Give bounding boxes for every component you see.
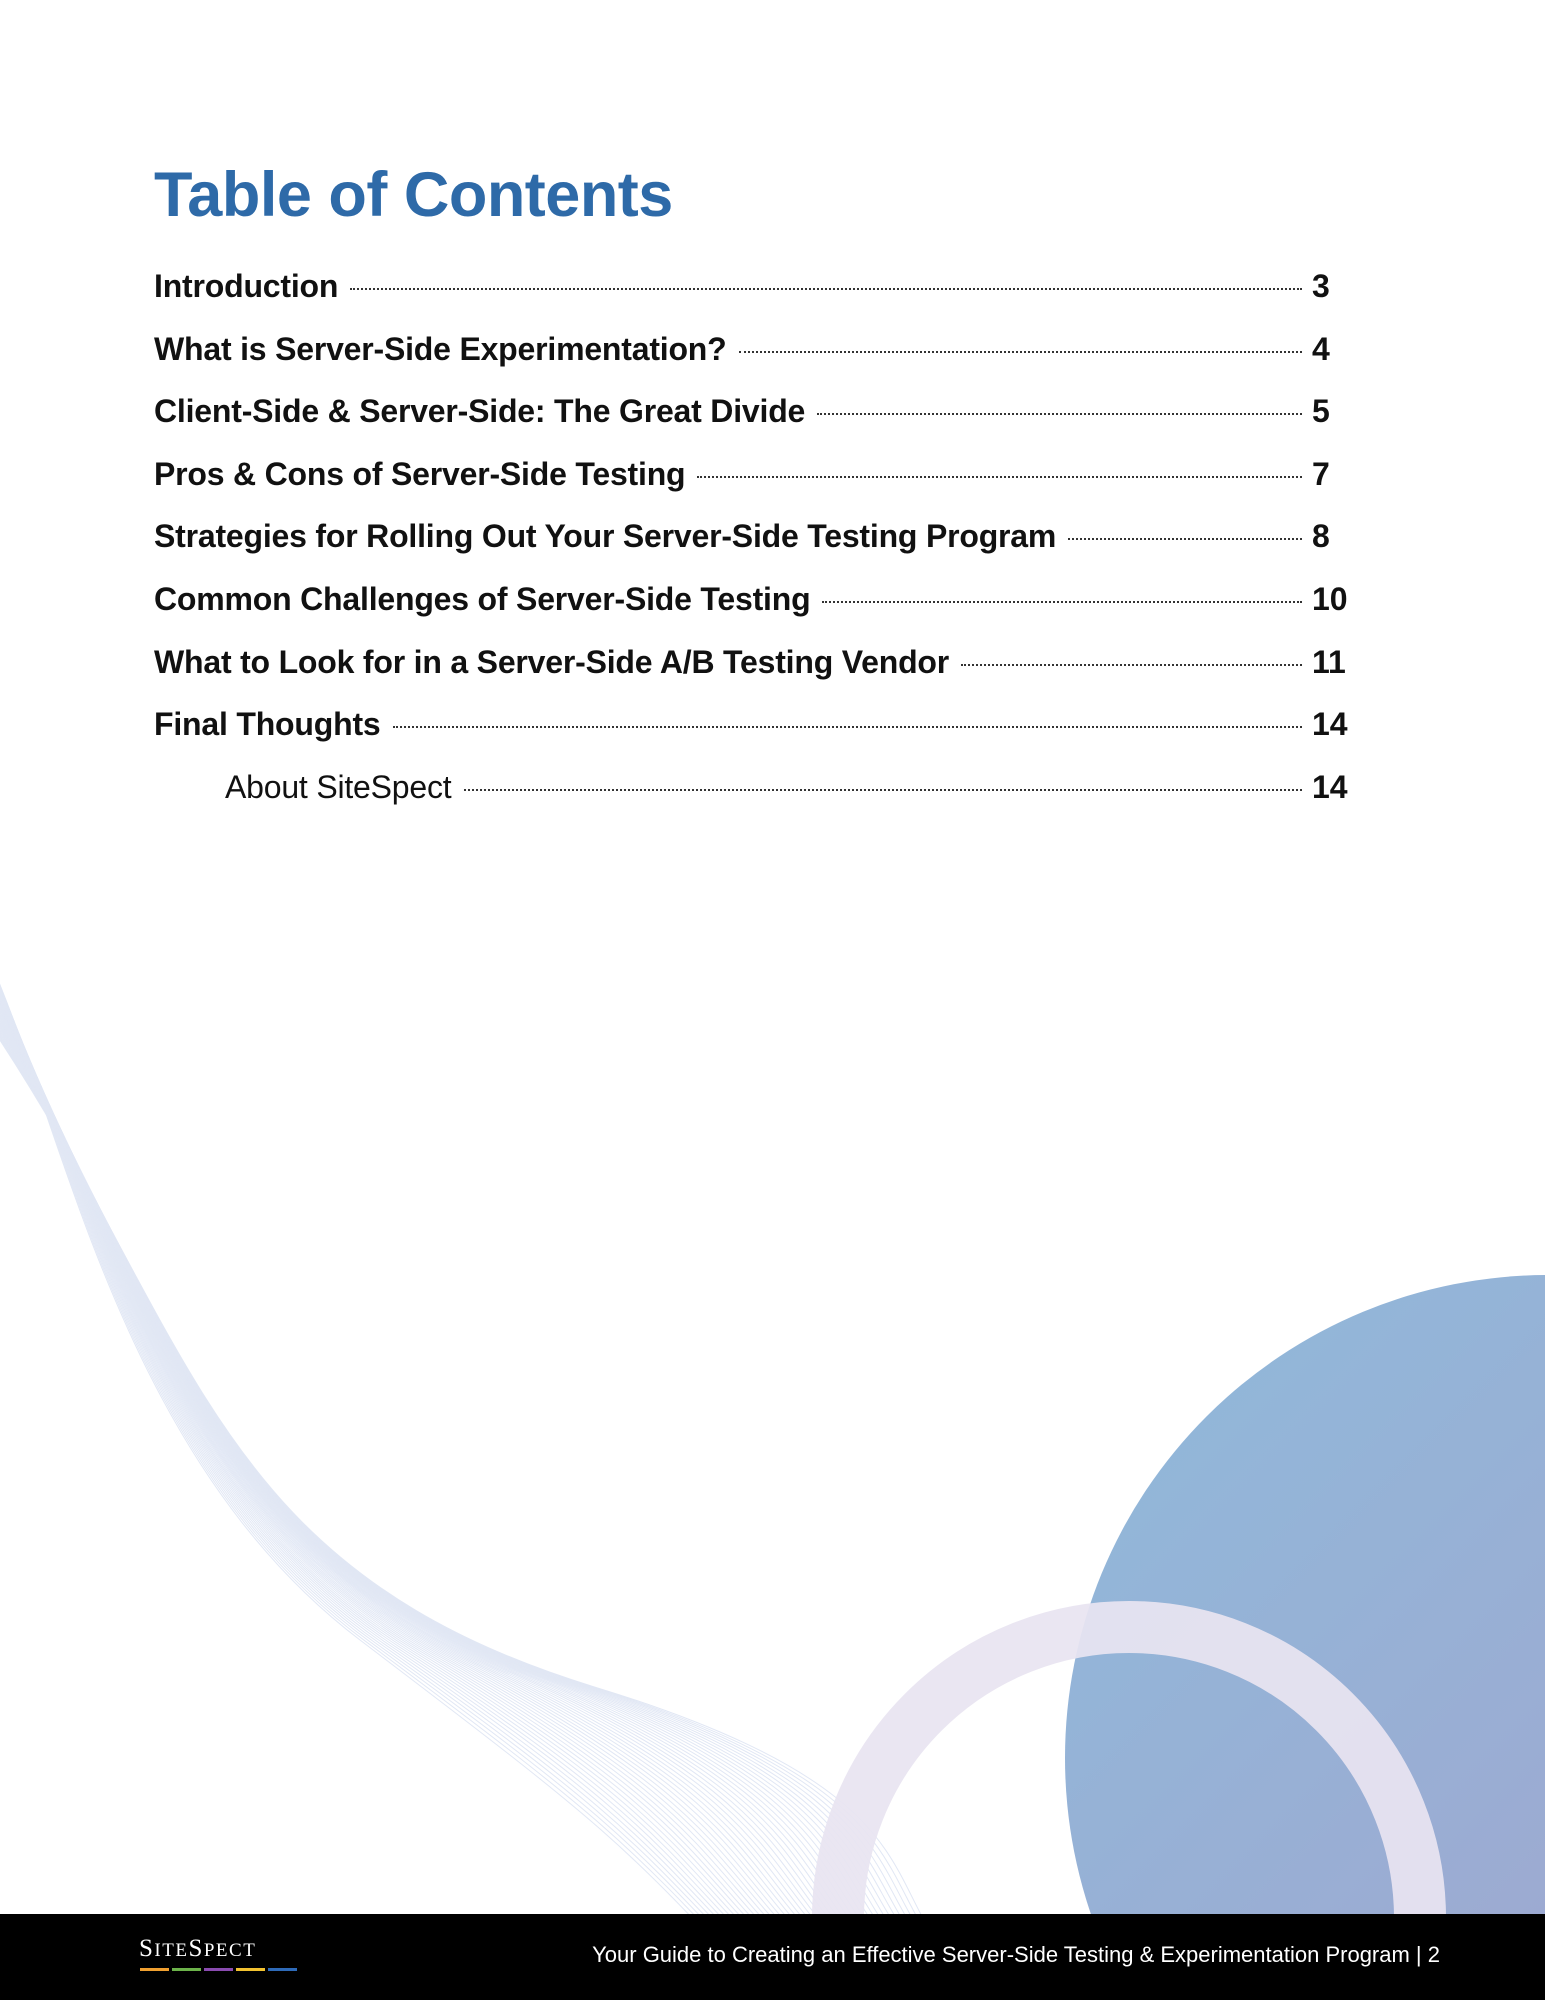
toc-entry-label: About SiteSpect [225, 768, 452, 805]
wave-line [0, 971, 864, 1990]
wave-line [0, 991, 932, 1990]
wave-line [0, 949, 791, 1990]
wave-line [0, 976, 880, 1990]
toc-entry-label: Pros & Cons of Server-Side Testing [154, 455, 686, 492]
toc-entry[interactable] [154, 331, 1352, 394]
toc-entry-label: Client-Side & Server-Side: The Great Divide [154, 393, 806, 430]
wave-line [0, 987, 916, 1990]
wave-line [0, 979, 890, 1990]
toc-entry[interactable] [154, 769, 1352, 832]
toc-dot-leader [817, 413, 1302, 415]
wave-line [0, 985, 911, 1990]
logo-color-bar [140, 1968, 169, 1971]
wave-line [0, 993, 937, 1990]
logo-color-bar [172, 1968, 201, 1971]
wave-line [0, 977, 885, 1990]
toc-entry[interactable] [154, 393, 1352, 456]
toc-entry-page-number: 3 [1312, 268, 1330, 304]
toc-entry-label: Strategies for Rolling Out Your Server-Side Testing Program [154, 518, 1057, 555]
toc-entry-label: Common Challenges of Server-Side Testing [154, 580, 811, 617]
toc-dot-leader [697, 476, 1302, 478]
toc-entry-page-number: 7 [1312, 455, 1330, 492]
toc-dot-leader [739, 351, 1302, 353]
wave-line [0, 981, 895, 1990]
toc-dot-leader [464, 789, 1303, 791]
toc-entry-label: What to Look for in a Server-Side A/B Testing Vendor [154, 643, 950, 680]
footer-caption: Your Guide to Creating an Effective Server-Side Testing & Experimentation Program | 2 [592, 1942, 1440, 1967]
toc-entry-page-number: 14 [1312, 768, 1348, 805]
page-title: Table of Contents [154, 160, 673, 230]
toc-entry-page-number: 5 [1312, 393, 1330, 430]
wave-line [0, 954, 807, 1990]
toc-entry-label: Final Thoughts [154, 706, 381, 743]
wave-line [0, 999, 958, 1990]
logo-wordmark: SITESPECT [139, 1935, 257, 1962]
wave-line [0, 988, 921, 1990]
toc-entry[interactable] [154, 456, 1352, 519]
toc-entry[interactable] [154, 268, 1352, 331]
toc-entry[interactable] [154, 581, 1352, 644]
toc-entry[interactable] [154, 518, 1352, 581]
logo-color-bar [204, 1968, 233, 1971]
wave-line [0, 973, 869, 1990]
toc-section [154, 150, 1352, 805]
wave-line [0, 959, 822, 1990]
wave-line [0, 984, 906, 1990]
wave-line [0, 940, 760, 1990]
wave-line [0, 960, 828, 1990]
toc-dot-leader [1068, 538, 1302, 540]
logo-color-bars [140, 1968, 297, 1971]
wave-line [0, 956, 812, 1990]
toc-entry[interactable] [154, 706, 1352, 769]
wave-line [0, 962, 833, 1990]
toc-dot-leader [350, 288, 1302, 290]
wave-line [0, 970, 859, 1990]
toc-entry-page-number: 10 [1312, 580, 1348, 617]
sitespect-logo [139, 1934, 303, 1978]
logo-color-bar [236, 1968, 265, 1971]
footer [0, 1914, 1545, 2000]
logo-color-bar [268, 1968, 297, 1971]
toc-list [154, 268, 1352, 831]
toc-entry-page-number: 11 [1312, 643, 1346, 680]
wave-line [0, 967, 848, 1990]
toc-entry-page-number: 14 [1312, 706, 1348, 743]
wave-line [0, 996, 947, 1990]
wave-line [0, 951, 796, 1990]
toc-dot-leader [961, 664, 1302, 666]
toc-dot-leader [822, 601, 1302, 603]
toc-entry-page-number: 4 [1312, 330, 1330, 367]
wave-line [0, 1001, 963, 1990]
toc-entry[interactable] [154, 644, 1352, 707]
wave-line [0, 948, 786, 1990]
wave-line [0, 982, 900, 1990]
wave-line [0, 965, 843, 1990]
toc-entry-label: What is Server-Side Experimentation? [154, 330, 727, 367]
wave-line [0, 945, 776, 1990]
toc-entry-label: Introduction [154, 268, 339, 304]
toc-dot-leader [393, 726, 1303, 728]
wave-line [0, 943, 770, 1990]
toc-entry-page-number: 8 [1312, 518, 1330, 555]
wave-line [0, 998, 952, 1990]
